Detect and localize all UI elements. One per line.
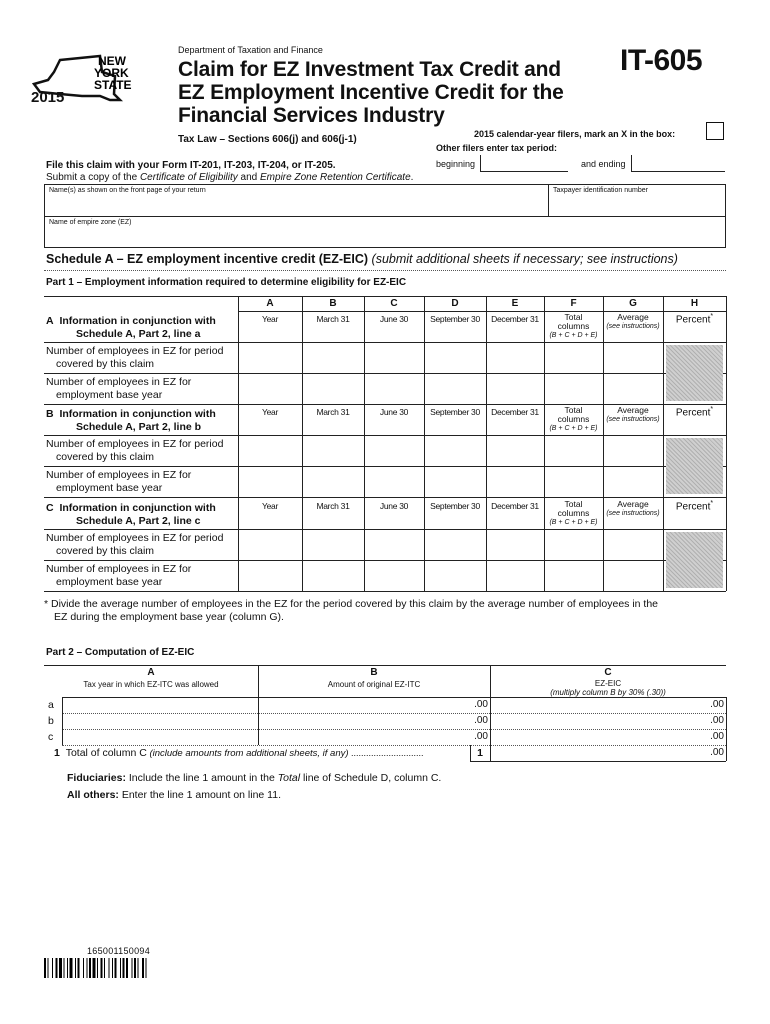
part2-row-b-original-ezitc-input[interactable] (260, 714, 468, 728)
percent-asterisk: * (710, 406, 714, 413)
cents-label: .00 (710, 747, 724, 758)
barcode-bar (146, 958, 147, 978)
section-title-line-1: Information in conjunction with (59, 408, 216, 420)
empire-zone-name-input[interactable] (48, 230, 722, 246)
barcode-bar (64, 958, 65, 978)
all-others-instruction (67, 789, 281, 801)
row-label-line-2: covered by this claim (56, 545, 155, 557)
barcode-bar (132, 958, 133, 978)
tin-label: Taxpayer identification number (553, 187, 648, 194)
schedule-a-title (46, 252, 678, 266)
cents-label: .00 (710, 715, 724, 726)
taxpayer-name-input[interactable] (48, 198, 544, 214)
retention-certificate-text: Empire Zone Retention Certificate (260, 172, 411, 183)
percent-shaded-area (666, 532, 723, 588)
column-head: March 31 (316, 501, 350, 511)
submit-copy-text-1: Submit a copy of the (46, 172, 140, 183)
percent-head (663, 406, 726, 418)
names-label: Name(s) as shown on the front page of your return (49, 187, 206, 194)
barcode-bar (120, 958, 121, 978)
form-title (178, 58, 564, 127)
section-c-base-year-col-e-input[interactable] (488, 563, 542, 587)
section-a-percent-input[interactable] (665, 327, 724, 341)
submit-copy-text-3: . (410, 172, 414, 183)
form-title-line-1: Claim for EZ Investment Tax Credit and (178, 58, 561, 81)
percent-asterisk: * (710, 313, 714, 320)
column-letter-g: G (629, 298, 637, 309)
row-employees-base-year (46, 469, 191, 495)
form-year: 2015 (31, 89, 65, 106)
section-title-line-2: Schedule A, Part 2, line b (76, 421, 202, 433)
row-label-line-2: covered by this claim (56, 451, 155, 463)
total-formula: (B + C + D + E) (549, 425, 598, 432)
section-b-percent-input[interactable] (665, 420, 724, 434)
part2-row-c-original-ezitc-input[interactable] (260, 730, 468, 744)
footnote-asterisk: * (44, 598, 49, 610)
section-c-base-year-col-c-input[interactable] (366, 563, 422, 587)
state-logo-word-york: YORK (94, 66, 129, 80)
barcode-bar (48, 958, 49, 978)
part2-row-c-tax-year-input[interactable] (64, 730, 256, 744)
tax-period-beginning-input[interactable] (482, 155, 566, 171)
average-label: Average (617, 312, 649, 322)
section-a-base-year-col-a-input[interactable] (240, 376, 300, 400)
total-formula: (B + C + D + E) (549, 519, 598, 526)
form-number: IT-605 (620, 44, 703, 77)
part2-row-letter: a (48, 699, 54, 711)
part2-row-a-ezeic-input[interactable] (492, 698, 702, 712)
columns-label: columns (557, 321, 590, 331)
line-1-box-number: 1 (477, 747, 483, 759)
section-c-claim-period-col-e-input[interactable] (488, 532, 542, 556)
part2-row-letter: b (48, 715, 54, 727)
percent-shaded-area (666, 438, 723, 494)
footnote-text-2: EZ during the employment base year (column G). (54, 611, 284, 623)
total-columns-head (544, 406, 603, 433)
section-b-claim-period-col-d-input[interactable] (426, 438, 484, 462)
section-a-claim-period-col-a-input[interactable] (240, 345, 300, 369)
section-c-claim-period-col-f-input[interactable] (546, 532, 601, 556)
section-a-claim-period-col-f-input[interactable] (546, 345, 601, 369)
column-head: September 30 (430, 407, 480, 417)
barcode-bar (142, 958, 144, 978)
row-label-line-2: employment base year (56, 576, 163, 588)
percent-label: Percent (675, 407, 711, 419)
column-head: June 30 (379, 314, 409, 324)
row-label-line-2: employment base year (56, 389, 163, 401)
percent-shaded-area (666, 345, 723, 401)
footnote-text-1: Divide the average number of employees in the EZ for the period covered by this claim by the average number of employees in the (51, 598, 659, 610)
cents-label: .00 (474, 715, 488, 726)
all-others-text: Enter the line 1 amount on line 11. (118, 789, 282, 801)
row-employees-claim-period (46, 438, 223, 464)
section-c-claim-period-col-b-input[interactable] (304, 532, 362, 556)
barcode-bar (89, 958, 91, 978)
columns-label: columns (557, 414, 590, 424)
barcode-bar (109, 958, 110, 978)
part2-col-c-note: (multiply column B by 30% (.30)) (550, 688, 666, 697)
section-letter: A (46, 315, 54, 327)
section-a-base-year-col-g-input[interactable] (605, 376, 661, 400)
row-label-line-1: Number of employees in EZ for (46, 376, 192, 388)
barcode-bar (115, 958, 117, 978)
calendar-year-instruction: 2015 calendar-year filers, mark an X in the box: (474, 129, 676, 139)
line-1-text: Total of column C (65, 747, 147, 759)
section-c-claim-period-col-a-input[interactable] (240, 532, 300, 556)
submit-copy-text-2: and (237, 172, 261, 183)
section-b-base-year-col-c-input[interactable] (366, 469, 422, 493)
section-c-base-year-col-g-input[interactable] (605, 563, 661, 587)
barcode-image (44, 958, 194, 978)
percent-asterisk: * (710, 500, 714, 507)
section-b-base-year-col-g-input[interactable] (605, 469, 661, 493)
section-b-base-year-col-d-input[interactable] (426, 469, 484, 493)
section-c-title (46, 502, 216, 528)
section-c-percent-input[interactable] (665, 514, 724, 528)
department-name: Department of Taxation and Finance (178, 45, 323, 55)
section-b-claim-period-col-f-input[interactable] (546, 438, 601, 462)
section-c-claim-period-col-g-input[interactable] (605, 532, 661, 556)
empire-zone-label: Name of empire zone (EZ) (49, 219, 132, 226)
column-head: December 31 (491, 314, 539, 324)
barcode-bar (138, 958, 139, 978)
section-c-base-year-col-b-input[interactable] (304, 563, 362, 587)
columns-label: columns (557, 508, 590, 518)
section-a-base-year-col-f-input[interactable] (546, 376, 601, 400)
barcode-bar (70, 958, 73, 978)
percent-label: Percent (675, 314, 711, 326)
section-a-base-year-col-c-input[interactable] (366, 376, 422, 400)
section-letter: B (46, 408, 54, 420)
barcode-number: 165001150094 (87, 946, 150, 956)
row-employees-base-year (46, 376, 191, 402)
section-c-base-year-col-d-input[interactable] (426, 563, 484, 587)
beginning-label: beginning (436, 159, 476, 169)
average-note: (see instructions) (606, 323, 660, 330)
cents-label: .00 (474, 699, 488, 710)
column-letter-d: D (451, 298, 459, 309)
part2-row-b-ezeic-input[interactable] (492, 714, 702, 728)
percent-head (663, 500, 726, 512)
total-columns-head (544, 313, 603, 340)
certificate-of-eligibility-text: Certificate of Eligibility (139, 172, 238, 183)
barcode-bar (123, 958, 125, 978)
column-head: Year (262, 314, 278, 324)
column-head: March 31 (316, 407, 350, 417)
section-c-base-year-col-f-input[interactable] (546, 563, 601, 587)
average-note: (see instructions) (606, 510, 660, 517)
section-title-line-1: Information in conjunction with (59, 502, 216, 514)
part2-title: Part 2 – Computation of EZ-EIC (46, 647, 195, 658)
section-b-base-year-col-e-input[interactable] (488, 469, 542, 493)
part2-row-b-tax-year-input[interactable] (64, 714, 256, 728)
row-employees-claim-period (46, 532, 223, 558)
barcode-bar (78, 958, 80, 978)
part2-col-c-letter: C (604, 667, 612, 678)
line-1-leader: ............................. (348, 748, 424, 758)
column-head: December 31 (491, 501, 539, 511)
barcode-bar (126, 958, 128, 978)
section-a-title (46, 315, 216, 341)
form-title-line-3: Financial Services Industry (178, 104, 445, 127)
line-1-total-label (54, 747, 424, 759)
section-a-base-year-col-b-input[interactable] (304, 376, 362, 400)
total-label: Total (564, 405, 583, 415)
total-columns-head (544, 500, 603, 527)
part2-col-a-letter: A (147, 667, 155, 678)
barcode-bar (93, 958, 96, 978)
average-head (603, 313, 663, 331)
schedule-a-title-note: (submit additional sheets if necessary; see instructions) (368, 252, 678, 266)
barcode-bar (75, 958, 76, 978)
total-label: Total (564, 499, 583, 509)
schedule-a-title-bold: Schedule A – EZ employment incentive credit (EZ-EIC) (46, 252, 369, 266)
column-letter-b: B (329, 298, 337, 309)
barcode-bar (83, 958, 84, 978)
section-a-base-year-col-e-input[interactable] (488, 376, 542, 400)
barcode-bar (134, 958, 136, 978)
barcode-bar (59, 958, 62, 978)
fiduciaries-text-1: Include the line 1 amount in the (125, 772, 278, 784)
barcode-bar (87, 958, 88, 978)
column-head: September 30 (430, 501, 480, 511)
part2-col-b-label: Amount of original EZ-ITC (327, 680, 421, 689)
part2-row-a-original-ezitc-input[interactable] (260, 698, 468, 712)
section-b-claim-period-col-a-input[interactable] (240, 438, 300, 462)
average-head (603, 406, 663, 424)
column-letter-h: H (690, 298, 699, 309)
column-head: December 31 (491, 407, 539, 417)
row-label-line-1: Number of employees in EZ for (46, 563, 192, 575)
section-b-claim-period-col-c-input[interactable] (366, 438, 422, 462)
section-a-claim-period-col-d-input[interactable] (426, 345, 484, 369)
section-b-title (46, 408, 216, 434)
line-1-number: 1 (54, 747, 60, 759)
column-head: Year (262, 407, 278, 417)
section-b-base-year-col-b-input[interactable] (304, 469, 362, 493)
section-b-claim-period-col-e-input[interactable] (488, 438, 542, 462)
total-formula: (B + C + D + E) (549, 332, 598, 339)
part2-col-a-label: Tax year in which EZ-ITC was allowed (83, 680, 219, 689)
column-letter-a: A (266, 298, 274, 309)
submit-copy-instruction (46, 172, 413, 183)
line-1-note: (include amounts from additional sheets, if any) (146, 748, 349, 759)
barcode-bar (97, 958, 98, 978)
column-head: June 30 (379, 407, 409, 417)
section-c-claim-period-col-c-input[interactable] (366, 532, 422, 556)
percent-head (663, 313, 726, 325)
part2-row-c-ezeic-input[interactable] (492, 730, 702, 744)
barcode-bar (67, 958, 68, 978)
fiduciaries-text-2: line of Schedule D, column C. (300, 772, 442, 784)
section-a-claim-period-col-b-input[interactable] (304, 345, 362, 369)
column-head: September 30 (430, 314, 480, 324)
row-label-line-1: Number of employees in EZ for period (46, 532, 224, 544)
row-label-line-1: Number of employees in EZ for period (46, 345, 224, 357)
average-label: Average (617, 499, 649, 509)
form-title-line-2: EZ Employment Incentive Credit for the (178, 81, 564, 104)
calendar-year-checkbox[interactable] (706, 122, 724, 140)
row-label-line-1: Number of employees in EZ for (46, 469, 192, 481)
cents-label: .00 (710, 731, 724, 742)
tax-period-ending-input[interactable] (633, 155, 723, 171)
barcode-bar (44, 958, 46, 978)
column-head: June 30 (379, 501, 409, 511)
tax-law-reference: Tax Law – Sections 606(j) and 606(j-1) (178, 134, 357, 145)
section-a-claim-period-col-e-input[interactable] (488, 345, 542, 369)
section-title-line-2: Schedule A, Part 2, line a (76, 328, 201, 340)
fiduciaries-label: Fiduciaries: (67, 772, 126, 784)
column-head: Year (262, 501, 278, 511)
state-logo-word-state: STATE (94, 78, 132, 92)
part2-row-letter: c (48, 731, 54, 743)
row-label-line-2: covered by this claim (56, 358, 155, 370)
part2-col-c-label: EZ-EIC (594, 679, 622, 688)
taxpayer-id-input[interactable] (552, 198, 722, 214)
section-c-base-year-col-a-input[interactable] (240, 563, 300, 587)
average-head (603, 500, 663, 518)
barcode-bar (56, 958, 58, 978)
part1-title: Part 1 – Employment information required to determine eligibility for EZ-EIC (46, 277, 407, 288)
section-b-claim-period-col-g-input[interactable] (605, 438, 661, 462)
average-label: Average (617, 405, 649, 415)
section-c-claim-period-col-d-input[interactable] (426, 532, 484, 556)
total-label: Total (564, 312, 583, 322)
fiduciaries-instruction (67, 772, 441, 784)
percent-label: Percent (675, 501, 711, 513)
average-note: (see instructions) (606, 416, 660, 423)
file-with-instruction: File this claim with your Form IT-201, IT-203, IT-204, or IT-205. (46, 160, 336, 171)
column-head: March 31 (316, 314, 350, 324)
column-letter-c: C (390, 298, 398, 309)
state-logo-word-new: NEW (98, 54, 126, 68)
column-letter-e: E (511, 298, 519, 309)
barcode-bar (104, 958, 105, 978)
barcode-bar (52, 958, 53, 978)
section-a-claim-period-col-c-input[interactable] (366, 345, 422, 369)
barcode-bar (101, 958, 103, 978)
line-1-total-input[interactable] (492, 746, 702, 760)
section-title-line-2: Schedule A, Part 2, line c (76, 515, 201, 527)
section-letter: C (46, 502, 54, 514)
section-b-base-year-col-a-input[interactable] (240, 469, 300, 493)
section-a-claim-period-col-g-input[interactable] (605, 345, 661, 369)
row-employees-base-year (46, 563, 191, 589)
section-b-claim-period-col-b-input[interactable] (304, 438, 362, 462)
cents-label: .00 (474, 731, 488, 742)
ending-label: and ending (581, 159, 626, 169)
all-others-label: All others: (67, 789, 119, 801)
part1-footnote (44, 598, 734, 624)
row-label-line-1: Number of employees in EZ for period (46, 438, 224, 450)
cents-label: .00 (710, 699, 724, 710)
row-label-line-2: employment base year (56, 482, 163, 494)
other-filers-label: Other filers enter tax period: (436, 143, 558, 153)
barcode-bar (112, 958, 113, 978)
section-title-line-1: Information in conjunction with (59, 315, 216, 327)
fiduciaries-total-word: Total (277, 772, 301, 784)
section-a-base-year-col-d-input[interactable] (426, 376, 484, 400)
section-b-base-year-col-f-input[interactable] (546, 469, 601, 493)
part2-row-a-tax-year-input[interactable] (64, 698, 256, 712)
part2-col-b-letter: B (370, 667, 378, 678)
row-employees-claim-period (46, 345, 223, 371)
column-letter-f: F (570, 298, 577, 309)
